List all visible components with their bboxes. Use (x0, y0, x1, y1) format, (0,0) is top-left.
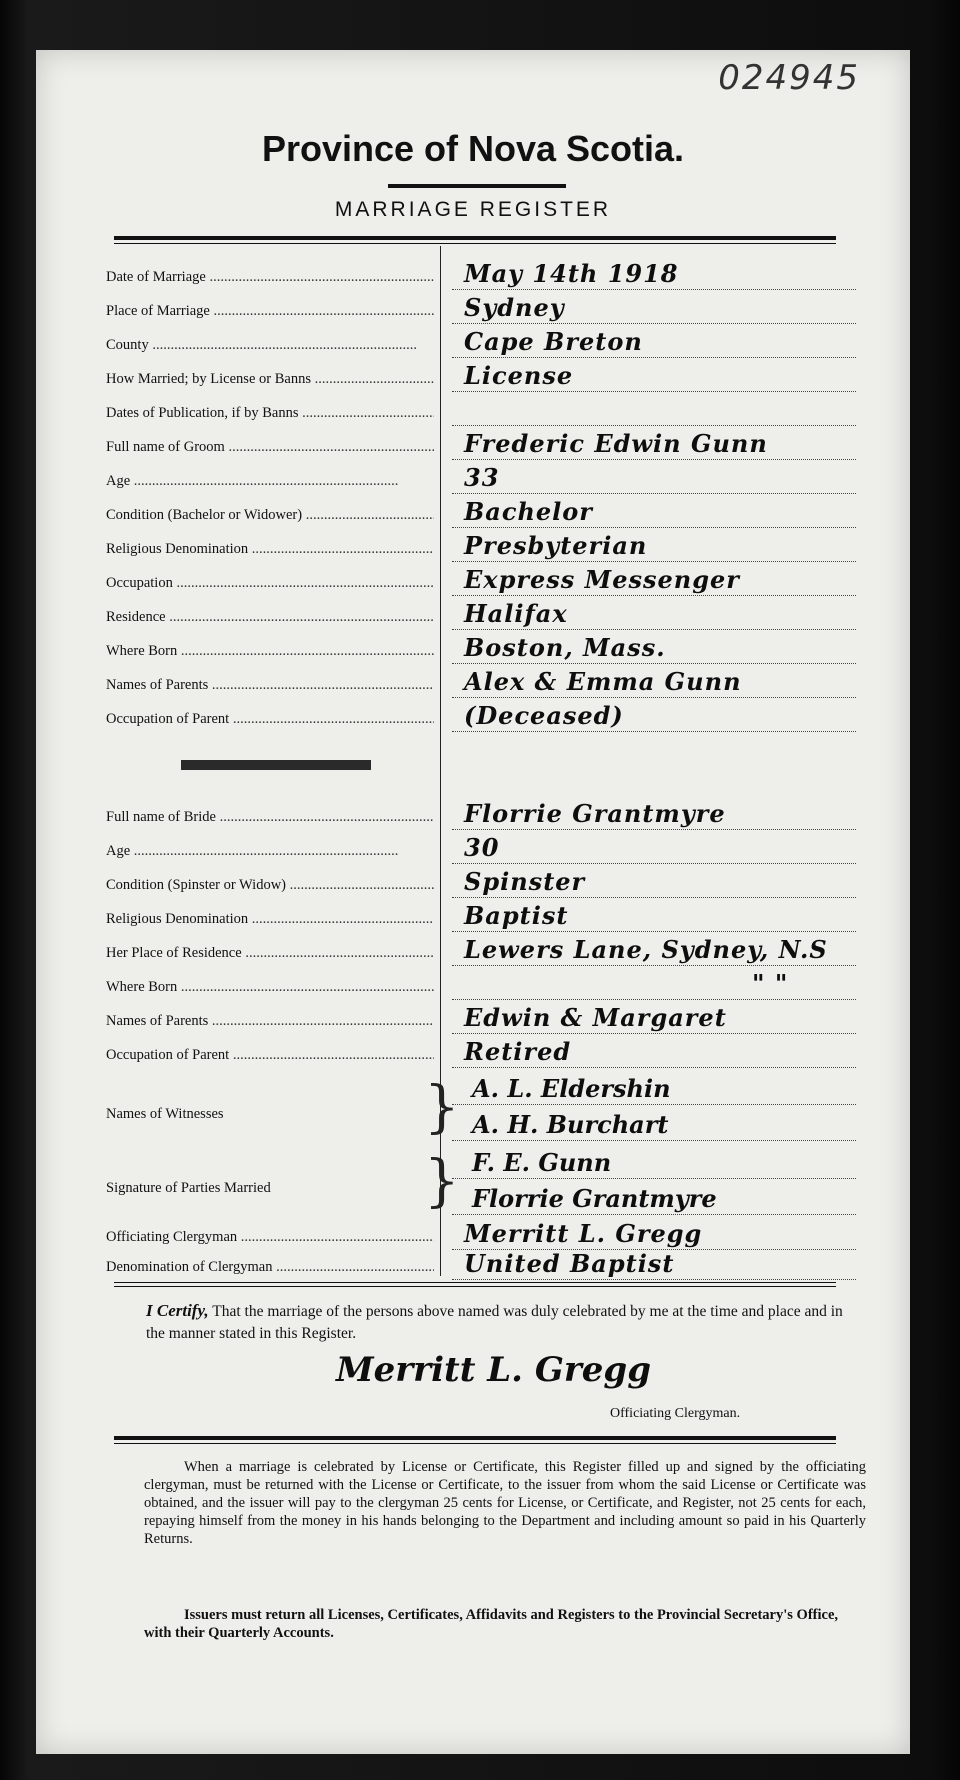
field-bride-birthplace (106, 966, 856, 1000)
field-value: Boston, Mass. (464, 633, 666, 662)
clergy-signature: Merritt L. Gregg (336, 1350, 651, 1390)
field-value-box (452, 1035, 856, 1068)
certification-text (146, 1300, 846, 1345)
field-label: Dates of Publication, if by Banns ..... (106, 405, 434, 422)
field-value: May 14th 1918 (464, 259, 679, 288)
top-rule (114, 236, 836, 240)
field-how-married (106, 358, 856, 392)
field-groom-birthplace (106, 630, 856, 664)
signature-caption: Officiating Clergyman. (610, 1406, 741, 1421)
certify-rule (114, 1282, 836, 1283)
field-value-box (452, 933, 856, 966)
field-label: Occupation of Parent ..... (106, 711, 434, 728)
field-value-box (452, 291, 856, 324)
field-groom-parent-occupation (106, 698, 856, 732)
field-value: United Baptist (464, 1249, 675, 1278)
field-value: (Deceased) (464, 701, 624, 730)
field-value-box (452, 563, 856, 596)
field-value-box (452, 797, 856, 830)
field-value-box (452, 1247, 856, 1280)
serial-number: 024945 (718, 58, 860, 98)
form-subtitle: MARRIAGE REGISTER (334, 198, 612, 221)
certify-lead: I Certify, (146, 1301, 209, 1320)
field-label: Names of Parents ..... (106, 1013, 434, 1030)
field-value-box (452, 967, 856, 1000)
register-form (36, 50, 910, 1754)
page-title: Province of Nova Scotia. (261, 128, 685, 169)
field-bride-religion (106, 898, 856, 932)
field-label: Place of Marriage ..... (106, 303, 434, 320)
party-2-box (452, 1182, 856, 1215)
field-value: Baptist (464, 901, 569, 930)
issuers-notice: Issuers must return all Licenses, Certificates, Affidavits and Registers to the Provincial Secretary's Office, with their Quarterly Accounts. (144, 1607, 839, 1641)
witnesses-label: Names of Witnesses (106, 1106, 224, 1122)
field-label: Occupation of Parent ..... (106, 1047, 434, 1064)
field-label: Residence ..... (106, 609, 434, 626)
field-groom-occupation (106, 562, 856, 596)
field-label: Denomination of Clergyman ..... (106, 1259, 434, 1276)
field-bride-name (106, 796, 856, 830)
field-value-box (452, 393, 856, 426)
field-value: Spinster (464, 867, 586, 896)
field-groom-religion (106, 528, 856, 562)
field-dates-of-publication (106, 392, 856, 426)
field-label: Religious Denomination ..... (106, 541, 434, 558)
party-1-box (452, 1146, 856, 1179)
field-value: Bachelor (464, 497, 593, 526)
field-value-box (452, 495, 856, 528)
field-value-box (452, 325, 856, 358)
field-officiating-clergyman (106, 1216, 856, 1250)
field-value: Presbyterian (464, 531, 648, 560)
field-bride-residence (106, 932, 856, 966)
field-bride-parent-occupation (106, 1034, 856, 1068)
field-bride-condition (106, 864, 856, 898)
field-date-of-marriage (106, 256, 856, 290)
field-value: Lewers Lane, Sydney, N.S (464, 935, 828, 964)
field-value: Alex & Emma Gunn (464, 667, 742, 696)
field-value: " " (752, 969, 789, 998)
field-label: Occupation ..... (106, 575, 434, 592)
field-value-box (452, 529, 856, 562)
field-value-box (452, 831, 856, 864)
field-value-box (452, 257, 856, 290)
field-value-box (452, 461, 856, 494)
field-label: Where Born ..... (106, 979, 434, 996)
field-groom-name (106, 426, 856, 460)
field-value: License (464, 361, 574, 390)
field-value: Merritt L. Gregg (464, 1219, 703, 1248)
field-place-of-marriage (106, 290, 856, 324)
instructions-notice: When a marriage is celebrated by License or Certificate, this Register filled up and signed by the officiating clergyman, must be returned with the License or Certificate, to the issuer from whom the said License or Certificate was obtained, and the issuer will pay to the clergyman 25 cents for License, or Certificate, and Register, not 25 cents for each, repaying himself from the money in his hands belonging to the Department and including amount so paid in his Quarterly Returns. (144, 1459, 866, 1547)
certify-rule-thin (114, 1286, 836, 1287)
field-bride-parents (106, 1000, 856, 1034)
field-value-box (452, 899, 856, 932)
field-label: Full name of Bride ..... (106, 809, 434, 826)
witnesses-block (106, 1072, 856, 1148)
field-value: Edwin & Margaret (464, 1003, 727, 1032)
field-clergy-denomination (106, 1246, 856, 1280)
field-label: County ..... (106, 337, 434, 354)
field-label: Religious Denomination ..... (106, 911, 434, 928)
parties-block (106, 1146, 856, 1222)
field-value: Retired (464, 1037, 572, 1066)
field-value-box (452, 359, 856, 392)
notice-rule-thin (114, 1443, 836, 1444)
field-label: How Married; by License or Banns ..... (106, 371, 434, 388)
field-label: Date of Marriage ..... (106, 269, 434, 286)
party-2-signature: Florrie Grantmyre (472, 1184, 717, 1213)
field-label: Age ..... (106, 473, 434, 490)
field-groom-residence (106, 596, 856, 630)
witness-1: A. L. Eldershin (472, 1074, 671, 1103)
field-value: Sydney (464, 293, 565, 322)
field-label: Condition (Spinster or Widow) ..... (106, 877, 434, 894)
title-underline (388, 184, 566, 188)
field-label: Officiating Clergyman ..... (106, 1229, 434, 1246)
field-value: 30 (464, 833, 500, 862)
parties-label: Signature of Parties Married (106, 1180, 271, 1196)
field-value-box (452, 699, 856, 732)
field-value-box (452, 427, 856, 460)
field-value: Express Messenger (464, 565, 740, 594)
brace-icon: } (424, 1075, 460, 1140)
field-county (106, 324, 856, 358)
witness-2: A. H. Burchart (472, 1110, 669, 1139)
field-value: Cape Breton (464, 327, 643, 356)
field-value-box (452, 665, 856, 698)
witness-2-box (452, 1108, 856, 1141)
witness-1-box (452, 1072, 856, 1105)
field-label: Age ..... (106, 843, 434, 860)
field-label: Full name of Groom ..... (106, 439, 434, 456)
field-value-box (452, 865, 856, 898)
field-value-box (452, 597, 856, 630)
notice-rule (114, 1436, 836, 1440)
field-groom-condition (106, 494, 856, 528)
field-label: Condition (Bachelor or Widower) ..... (106, 507, 434, 524)
brace-icon: } (424, 1149, 460, 1214)
field-value-box (452, 1001, 856, 1034)
field-value: Frederic Edwin Gunn (464, 429, 768, 458)
field-bride-age (106, 830, 856, 864)
field-label: Where Born ..... (106, 643, 434, 660)
party-1-signature: F. E. Gunn (472, 1148, 612, 1177)
field-groom-age (106, 460, 856, 494)
field-label: Her Place of Residence ..... (106, 945, 434, 962)
field-groom-parents (106, 664, 856, 698)
field-value: Florrie Grantmyre (464, 799, 726, 828)
certify-body: That the marriage of the persons above named was duly celebrated by me at the time and place and in the manner stated in this Register. (146, 1303, 843, 1342)
section-divider-bar (181, 760, 371, 770)
field-value: Halifax (464, 599, 568, 628)
field-label: Names of Parents ..... (106, 677, 434, 694)
field-value-box (452, 631, 856, 664)
top-rule-thin (114, 243, 836, 244)
field-value: 33 (464, 463, 500, 492)
